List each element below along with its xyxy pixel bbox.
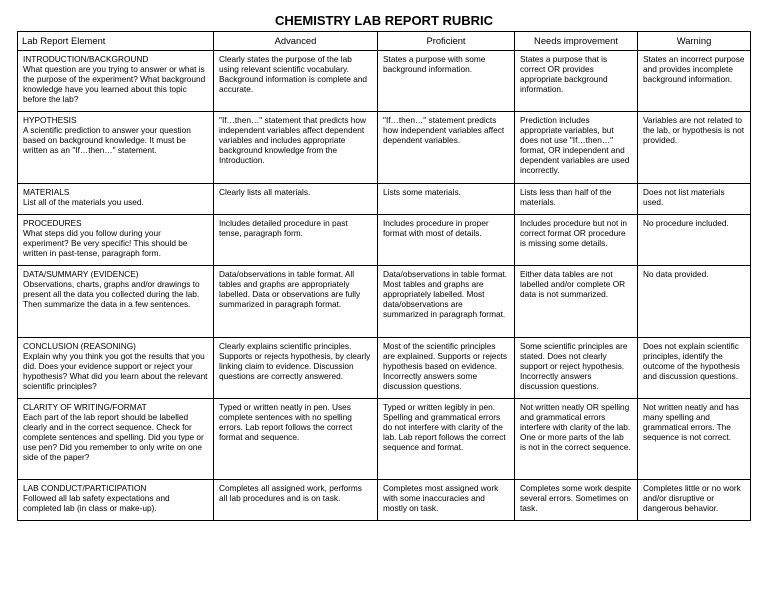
element-name: MATERIALS	[23, 187, 70, 197]
table-row	[18, 215, 751, 266]
element-name: DATA/SUMMARY (EVIDENCE)	[23, 269, 139, 279]
element-cell	[18, 266, 214, 338]
element-cell	[18, 215, 214, 266]
element-cell	[18, 399, 214, 480]
element-description: Observations, charts, graphs and/or drawings to present all the data you collected during the lab. Then summarize the data in a few sentences.	[23, 279, 200, 310]
needs-improvement-cell: Prediction includes appropriate variables, but does not use "If…then…" format, OR independent and dependent variables are used incorrectly.	[515, 112, 638, 184]
rubric-table	[17, 31, 751, 521]
column-header-element: Lab Report Element	[18, 32, 214, 51]
element-cell	[18, 480, 214, 521]
needs-improvement-cell: Lists less than half of the materials.	[515, 184, 638, 215]
element-cell	[18, 184, 214, 215]
needs-improvement-cell: Not written neatly OR spelling and grammatical errors interfere with clarity of the lab. One or more parts of the lab is not in the correct sequence.	[515, 399, 638, 480]
table-row	[18, 184, 751, 215]
proficient-cell: "If…then…" statement predicts how independent variables affect dependent variables.	[378, 112, 515, 184]
table-row	[18, 112, 751, 184]
advanced-cell: Clearly explains scientific principles. Supports or rejects hypothesis, by clearly linking claim to evidence. Discussion questions are correctly answered.	[214, 338, 378, 399]
needs-improvement-cell: Includes procedure but not in correct format OR procedure is missing some details.	[515, 215, 638, 266]
proficient-cell: Completes most assigned work with some inaccuracies and mostly on task.	[378, 480, 515, 521]
advanced-cell: Clearly states the purpose of the lab using relevant scientific vocabulary. Background information is complete and accurate.	[214, 51, 378, 112]
column-header-proficient: Proficient	[378, 32, 515, 51]
element-name: INTRODUCTION/BACKGROUND	[23, 54, 149, 64]
element-description: What steps did you follow during your experiment? Be very specific! This should be written in past-tense, paragraph form.	[23, 228, 188, 259]
needs-improvement-cell: Either data tables are not labelled and/or complete OR data is not summarized.	[515, 266, 638, 338]
warning-cell: Does not list materials used.	[638, 184, 751, 215]
header-row	[18, 32, 751, 51]
column-header-advanced: Advanced	[214, 32, 378, 51]
element-description: Explain why you think you got the results that you did. Does your evidence support or reject your hypothesis? What did you learn about the relevant scientific principles?	[23, 351, 208, 392]
advanced-cell: Clearly lists all materials.	[214, 184, 378, 215]
element-name: CLARITY OF WRITING/FORMAT	[23, 402, 147, 412]
proficient-cell: Includes procedure in proper format with most of details.	[378, 215, 515, 266]
advanced-cell: "If…then…" statement that predicts how independent variables affect dependent variables and includes appropriate background knowledge from the Introduction.	[214, 112, 378, 184]
needs-improvement-cell: States a purpose that is correct OR provides appropriate background information.	[515, 51, 638, 112]
table-row	[18, 51, 751, 112]
column-header-needs-improvement: Needs improvement	[515, 32, 638, 51]
element-name: PROCEDURES	[23, 218, 82, 228]
element-description: Followed all lab safety expectations and completed lab (in class or make-up).	[23, 493, 170, 514]
element-cell	[18, 51, 214, 112]
element-cell	[18, 112, 214, 184]
advanced-cell: Typed or written neatly in pen. Uses complete sentences with no spelling errors. Lab report follows the correct format and sequence.	[214, 399, 378, 480]
element-description: Each part of the lab report should be labelled clearly and in the correct sequence. Check for complete sentences and spelling. Did you type or use pen? Did you remember to only write on one side of the paper?	[23, 412, 204, 463]
page-title: CHEMISTRY LAB REPORT RUBRIC	[274, 13, 494, 28]
warning-cell: States an incorrect purpose and provides incomplete background information.	[638, 51, 751, 112]
element-description: List all of the materials you used.	[23, 197, 144, 208]
proficient-cell: Data/observations in table format. Most tables and graphs are appropriately labelled. Most data/observations are summarized in paragraph format.	[378, 266, 515, 338]
advanced-cell: Completes all assigned work, performs all lab procedures and is on task.	[214, 480, 378, 521]
element-name: CONCLUSION (REASONING)	[23, 341, 136, 351]
warning-cell: No data provided.	[638, 266, 751, 338]
element-description: What question are you trying to answer or what is the purpose of the experiment? What background knowledge have you learned about this topic before the lab?	[23, 64, 206, 105]
element-cell	[18, 338, 214, 399]
advanced-cell: Data/observations in table format. All tables and graphs are appropriately labelled. Data or observations are fully summarized in paragraph format.	[214, 266, 378, 338]
element-name: LAB CONDUCT/PARTICIPATION	[23, 483, 147, 493]
table-row	[18, 480, 751, 521]
table-row	[18, 399, 751, 480]
needs-improvement-cell: Some scientific principles are stated. Does not clearly support or reject hypothesis. Incorrectly answers discussion questions.	[515, 338, 638, 399]
warning-cell: Not written neatly and has many spelling and grammatical errors. The sequence is not correct.	[638, 399, 751, 480]
needs-improvement-cell: Completes some work despite several errors. Sometimes on task.	[515, 480, 638, 521]
proficient-cell: Most of the scientific principles are explained. Supports or rejects hypothesis based on evidence. Incorrectly answers some discussion questions.	[378, 338, 515, 399]
table-row	[18, 338, 751, 399]
warning-cell: Variables are not related to the lab, or hypothesis is not provided.	[638, 112, 751, 184]
proficient-cell: Lists some materials.	[378, 184, 515, 215]
table-row	[18, 266, 751, 338]
proficient-cell: States a purpose with some background information.	[378, 51, 515, 112]
warning-cell: No procedure included.	[638, 215, 751, 266]
element-description: A scientific prediction to answer your question based on background knowledge. It must be written as an "If…then…" statement.	[23, 125, 191, 156]
advanced-cell: Includes detailed procedure in past tense, paragraph form.	[214, 215, 378, 266]
warning-cell: Completes little or no work and/or disruptive or dangerous behavior.	[638, 480, 751, 521]
element-name: HYPOTHESIS	[23, 115, 77, 125]
warning-cell: Does not explain scientific principles, identify the outcome of the hypothesis and discussion questions.	[638, 338, 751, 399]
proficient-cell: Typed or written legibly in pen. Spelling and grammatical errors do not interfere with clarity of the lab. Lab report follows the correct sequence and format.	[378, 399, 515, 480]
column-header-warning: Warning	[638, 32, 751, 51]
